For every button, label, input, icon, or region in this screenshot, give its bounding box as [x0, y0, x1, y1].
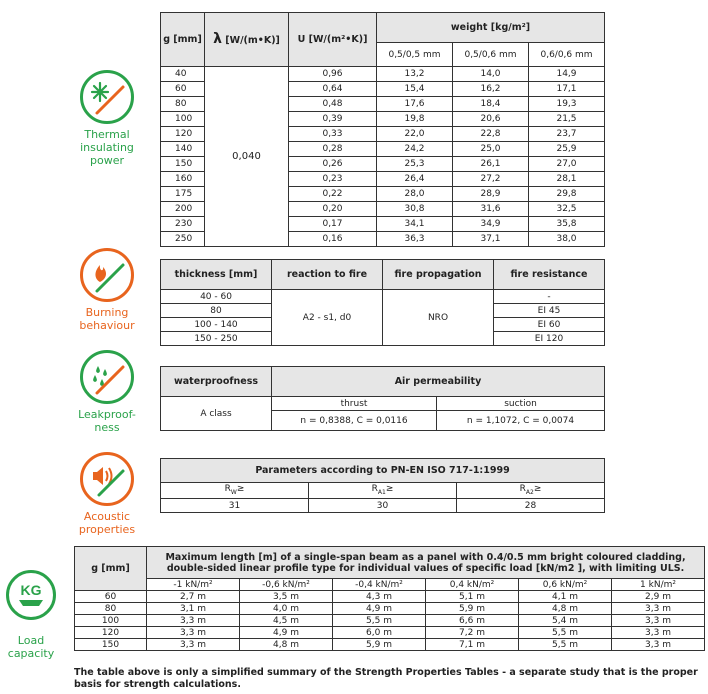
cell: 5,1 m [426, 591, 519, 603]
lambda-value: 0,040 [205, 67, 289, 247]
table-row [161, 67, 605, 82]
cell: 36,3 [377, 232, 453, 247]
cell: 3,3 m [612, 615, 705, 627]
cell: 3,3 m [612, 627, 705, 639]
cell: 3,3 m [147, 615, 240, 627]
table-row [161, 290, 605, 304]
cell: 0,20 [289, 202, 377, 217]
cell: 3,5 m [240, 591, 333, 603]
load-table [74, 546, 705, 651]
cell: 150 - 250 [161, 332, 272, 346]
cell: 35,8 [529, 217, 605, 232]
param-value: 28 [457, 499, 605, 513]
cell: 0,39 [289, 112, 377, 127]
kg-text: KG [20, 582, 42, 598]
cell: 25,0 [453, 142, 529, 157]
cell: 5,5 m [519, 639, 612, 651]
thermal-section-icon [72, 70, 142, 167]
cell: 26,1 [453, 157, 529, 172]
cell: 40 - 60 [161, 290, 272, 304]
cell: 250 [161, 232, 205, 247]
leak-label-2: ness [94, 421, 120, 434]
cell: - [494, 290, 605, 304]
sub-header: -1 kN/m² [147, 579, 240, 591]
cell: 34,1 [377, 217, 453, 232]
burning-label-2: behaviour [79, 319, 135, 332]
cell: 4,9 m [240, 627, 333, 639]
cell: 3,3 m [612, 603, 705, 615]
cell: 26,4 [377, 172, 453, 187]
param-sub: W [230, 488, 237, 496]
burning-table [160, 259, 605, 346]
flame-icon [80, 248, 134, 302]
weight-kg-icon [6, 570, 56, 620]
cell: 40 [161, 67, 205, 82]
cell: 4,3 m [333, 591, 426, 603]
water-drops-icon [80, 350, 134, 404]
table-row [75, 639, 705, 651]
cell: 4,0 m [240, 603, 333, 615]
param-main: R [371, 483, 378, 494]
thermal-label-2: insulating [80, 141, 134, 154]
cell: 0,26 [289, 157, 377, 172]
burning-label-1: Burning [85, 306, 129, 319]
table-row [75, 615, 705, 627]
cell: 4,5 m [240, 615, 333, 627]
cell: 4,1 m [519, 591, 612, 603]
cell: 15,4 [377, 82, 453, 97]
suction-value: n = 1,1072, C = 0,0074 [437, 411, 605, 431]
param-label [457, 483, 605, 499]
cell: 28,0 [377, 187, 453, 202]
header-waterproofness: waterproofness [161, 367, 272, 397]
cell: 28,9 [453, 187, 529, 202]
table-row [75, 627, 705, 639]
cell: 30,8 [377, 202, 453, 217]
param-sub: A2 [525, 488, 534, 496]
cell: 29,8 [529, 187, 605, 202]
header-thickness: thickness [mm] [161, 260, 272, 290]
cell: 5,5 m [519, 627, 612, 639]
lambda-unit: [W/(m•K)] [225, 34, 280, 46]
cell: 100 [161, 112, 205, 127]
cell: 22,8 [453, 127, 529, 142]
param-sub: A1 [377, 488, 386, 496]
leak-table [160, 366, 605, 431]
cell: 7,1 m [426, 639, 519, 651]
cell: 200 [161, 202, 205, 217]
header-propagation: fire propagation [383, 260, 494, 290]
cell: 16,2 [453, 82, 529, 97]
sub-header: -0,6 kN/m² [240, 579, 333, 591]
cell: 100 [75, 615, 147, 627]
sub-header: 0,6 kN/m² [519, 579, 612, 591]
cell: 5,5 m [333, 615, 426, 627]
acoustic-section-icon [72, 452, 142, 536]
param-label [161, 483, 309, 499]
cell: 120 [161, 127, 205, 142]
acoustic-header: Parameters according to PN-EN ISO 717-1:1999 [161, 459, 605, 483]
cell: 6,6 m [426, 615, 519, 627]
cell: 160 [161, 172, 205, 187]
cell: 19,8 [377, 112, 453, 127]
param-label [309, 483, 457, 499]
leak-label-1: Leakproof- [78, 408, 136, 421]
header-resistance: fire resistance [494, 260, 605, 290]
cell: 175 [161, 187, 205, 202]
cell: 60 [75, 591, 147, 603]
cell: 230 [161, 217, 205, 232]
table-row [75, 603, 705, 615]
cell: EI 120 [494, 332, 605, 346]
cell: 2,9 m [612, 591, 705, 603]
cell: 100 - 140 [161, 318, 272, 332]
suction-label: suction [437, 397, 605, 411]
propagation-value: NRO [383, 290, 494, 346]
cell: 24,2 [377, 142, 453, 157]
cell: 17,1 [529, 82, 605, 97]
cell: 5,4 m [519, 615, 612, 627]
cell: 22,0 [377, 127, 453, 142]
cell: 20,6 [453, 112, 529, 127]
thermal-table [160, 12, 605, 247]
cell: 0,16 [289, 232, 377, 247]
cell: 18,4 [453, 97, 529, 112]
cell: 14,0 [453, 67, 529, 82]
cell: 31,6 [453, 202, 529, 217]
thrust-label: thrust [272, 397, 437, 411]
sub-header: 1 kN/m² [612, 579, 705, 591]
table-row [75, 591, 705, 603]
header-weight: weight [kg/m²] [377, 13, 605, 43]
cell: 4,9 m [333, 603, 426, 615]
cell: 0,96 [289, 67, 377, 82]
cell: 150 [75, 639, 147, 651]
cell: 4,8 m [519, 603, 612, 615]
param-sign: ≥ [533, 483, 542, 494]
cell: 80 [75, 603, 147, 615]
thermal-label-3: power [90, 154, 124, 167]
sub-header: 0,4 kN/m² [426, 579, 519, 591]
cell: 32,5 [529, 202, 605, 217]
header-lambda [205, 13, 289, 67]
cell: 5,9 m [426, 603, 519, 615]
footnote: The table above is only a simplified summary of the Strength Properties Tables - a separate study that is the proper basis for strength calculations. [74, 667, 698, 690]
cell: 6,0 m [333, 627, 426, 639]
load-section-icon [2, 570, 60, 660]
cell: 5,9 m [333, 639, 426, 651]
param-value: 30 [309, 499, 457, 513]
cell: 27,2 [453, 172, 529, 187]
header-g: g [mm] [161, 13, 205, 67]
param-sign: ≥ [385, 483, 394, 494]
cell: 19,3 [529, 97, 605, 112]
cell: 28,1 [529, 172, 605, 187]
load-label-2: capacity [7, 647, 55, 660]
cell: 37,1 [453, 232, 529, 247]
cell: 120 [75, 627, 147, 639]
cell: 0,28 [289, 142, 377, 157]
cell: 150 [161, 157, 205, 172]
param-value: 31 [161, 499, 309, 513]
cell: 38,0 [529, 232, 605, 247]
acoustic-label-1: Acoustic [83, 510, 131, 523]
cell: 3,3 m [147, 627, 240, 639]
cell: 14,9 [529, 67, 605, 82]
sub-header: -0,4 kN/m² [333, 579, 426, 591]
thermal-label-1: Thermal [84, 128, 130, 141]
cell: 3,1 m [147, 603, 240, 615]
lambda-symbol: λ [213, 30, 222, 47]
header-u: U [W/(m²•K)] [289, 13, 377, 67]
cell: 2,7 m [147, 591, 240, 603]
sub-header: 0,6/0,6 mm [529, 43, 605, 67]
cell: 0,17 [289, 217, 377, 232]
burning-section-icon [72, 248, 142, 332]
cell: EI 60 [494, 318, 605, 332]
param-main: R [519, 483, 526, 494]
cell: 80 [161, 97, 205, 112]
param-main: R [224, 483, 231, 494]
acoustic-table [160, 458, 605, 513]
acoustic-label-2: properties [78, 523, 136, 536]
sub-header: 0,5/0,5 mm [377, 43, 453, 67]
cell: 34,9 [453, 217, 529, 232]
header-reaction: reaction to fire [272, 260, 383, 290]
cell: 0,33 [289, 127, 377, 142]
cell: 60 [161, 82, 205, 97]
cell: 7,2 m [426, 627, 519, 639]
cell: 27,0 [529, 157, 605, 172]
cell: 140 [161, 142, 205, 157]
speaker-icon [80, 452, 134, 506]
param-sign: ≥ [236, 483, 245, 494]
cell: 80 [161, 304, 272, 318]
cell: 23,7 [529, 127, 605, 142]
cell: 0,64 [289, 82, 377, 97]
cell: 25,3 [377, 157, 453, 172]
header-air-permeability: Air permeability [272, 367, 605, 397]
sub-header: 0,5/0,6 mm [453, 43, 529, 67]
cell: 17,6 [377, 97, 453, 112]
cell: 0,48 [289, 97, 377, 112]
cell: EI 45 [494, 304, 605, 318]
waterproof-class: A class [161, 397, 272, 431]
load-title: Maximum length [m] of a single-span beam as a panel with 0.4/0.5 mm bright coloured cladding, double-sided linear profile type for individual values of specific load [kN/m2 ], with limiting ULS. [147, 547, 705, 579]
snowflake-icon [80, 70, 134, 124]
cell: 4,8 m [240, 639, 333, 651]
load-label-1: Load [17, 634, 45, 647]
leak-section-icon [72, 350, 142, 434]
reaction-value: A2 - s1, d0 [272, 290, 383, 346]
cell: 3,3 m [147, 639, 240, 651]
cell: 25,9 [529, 142, 605, 157]
thrust-value: n = 0,8388, C = 0,0116 [272, 411, 437, 431]
cell: 3,3 m [612, 639, 705, 651]
cell: 0,23 [289, 172, 377, 187]
cell: 21,5 [529, 112, 605, 127]
cell: 13,2 [377, 67, 453, 82]
header-g: g [mm] [75, 547, 147, 591]
cell: 0,22 [289, 187, 377, 202]
